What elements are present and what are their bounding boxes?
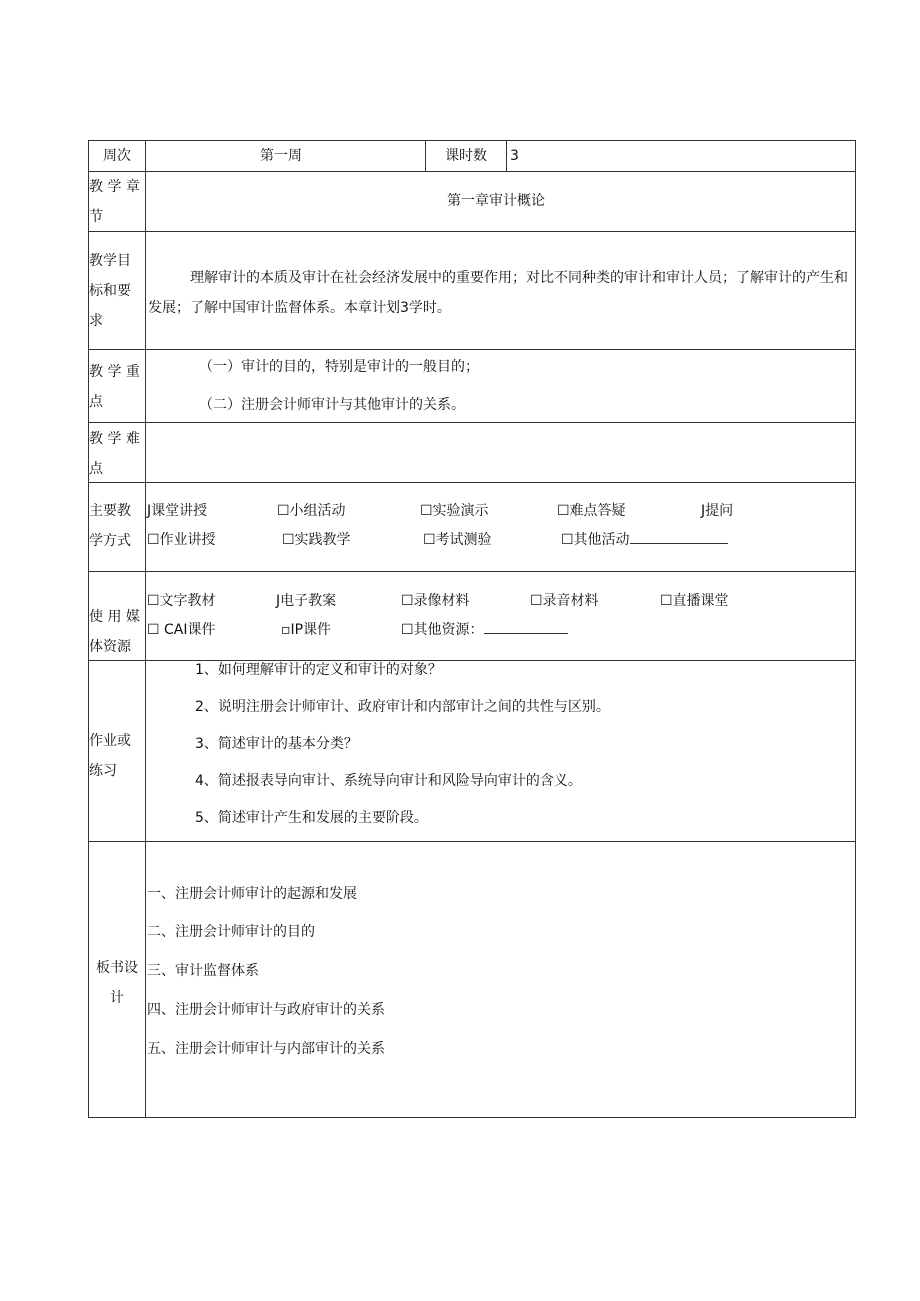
method-option[interactable]: ☐作业讲授 bbox=[147, 532, 216, 548]
method-option[interactable]: ☐实验演示 bbox=[420, 503, 489, 519]
header-divider bbox=[425, 141, 426, 171]
row-divider bbox=[89, 422, 855, 423]
header-divider bbox=[506, 141, 507, 171]
board-item: 五、注册会计师审计与内部审计的关系 bbox=[147, 1041, 385, 1057]
row-divider bbox=[89, 482, 855, 483]
media-option[interactable]: ▫IP课件 bbox=[281, 622, 332, 638]
method-option[interactable]: J课堂讲授 bbox=[147, 503, 208, 519]
media-option[interactable]: ☐ CAI课件 bbox=[147, 622, 216, 638]
media-option[interactable]: ☐文字教材 bbox=[147, 593, 216, 609]
objectives-text: 理解审计的本质及审计在社会经济发展中的重要作用；对比不同种类的审计和审计人员；了解审计的产生和发展；了解中国审计监督体系。本章计划3学时。 bbox=[148, 270, 848, 316]
method-option[interactable]: J提问 bbox=[701, 503, 734, 519]
board-label: 板书设 计 bbox=[96, 960, 138, 1006]
media-option-other[interactable]: ☐其他资源： bbox=[401, 621, 568, 639]
board-item: 四、注册会计师审计与政府审计的关系 bbox=[147, 1002, 385, 1018]
week-label: 周次 bbox=[103, 148, 131, 164]
homework-item: 2、说明注册会计师审计、政府审计和内部审计之间的共性与区别。 bbox=[195, 699, 610, 715]
board-item: 三、审计监督体系 bbox=[147, 963, 259, 979]
chapter-label: 教 学 章 节 bbox=[89, 179, 140, 225]
media-option[interactable]: J电子教案 bbox=[276, 593, 337, 609]
objectives-label: 教学目 标和要 求 bbox=[89, 253, 131, 329]
homework-item: 3、简述审计的基本分类？ bbox=[195, 736, 358, 752]
media-option[interactable]: ☐直播课堂 bbox=[660, 593, 729, 609]
board-item: 一、注册会计师审计的起源和发展 bbox=[147, 886, 357, 902]
homework-item: 4、简述报表导向审计、系统导向审计和风险导向审计的含义。 bbox=[195, 773, 582, 789]
row-divider bbox=[89, 231, 855, 232]
method-option[interactable]: ☐难点答疑 bbox=[557, 503, 626, 519]
key-points-label: 教 学 重 点 bbox=[89, 364, 140, 410]
method-option[interactable]: ☐考试测验 bbox=[423, 532, 492, 548]
key-point-item: （一）审计的目的，特别是审计的一般目的； bbox=[199, 359, 479, 375]
lesson-plan-table bbox=[88, 140, 856, 1118]
row-divider bbox=[89, 349, 855, 350]
method-option[interactable]: ☐小组活动 bbox=[277, 503, 346, 519]
label-column-divider bbox=[145, 141, 146, 1118]
difficulties-label: 教 学 难 点 bbox=[89, 431, 140, 477]
media-option[interactable]: ☐录音材料 bbox=[530, 593, 599, 609]
hours-value: 3 bbox=[510, 148, 519, 164]
homework-item: 1、如何理解审计的定义和审计的对象？ bbox=[195, 662, 442, 678]
chapter-title: 第一章审计概论 bbox=[447, 193, 545, 209]
method-option[interactable]: ☐实践教学 bbox=[282, 532, 351, 548]
media-option[interactable]: ☐录像材料 bbox=[401, 593, 470, 609]
row-divider bbox=[89, 571, 855, 572]
method-option-other[interactable]: ☐其他活动 bbox=[561, 531, 728, 549]
row-divider bbox=[89, 171, 855, 172]
homework-item: 5、简述审计产生和发展的主要阶段。 bbox=[195, 810, 428, 826]
key-point-item: （二）注册会计师审计与其他审计的关系。 bbox=[199, 397, 465, 413]
row-divider bbox=[89, 841, 855, 842]
fill-blank-line bbox=[630, 531, 728, 544]
media-label: 使 用 媒 体资源 bbox=[89, 609, 140, 655]
week-value: 第一周 bbox=[260, 148, 302, 164]
fill-blank-line bbox=[484, 621, 568, 634]
hours-label: 课时数 bbox=[445, 148, 487, 164]
board-item: 二、注册会计师审计的目的 bbox=[147, 924, 315, 940]
homework-label: 作业或 练习 bbox=[89, 733, 131, 779]
methods-label: 主要教 学方式 bbox=[89, 503, 131, 549]
